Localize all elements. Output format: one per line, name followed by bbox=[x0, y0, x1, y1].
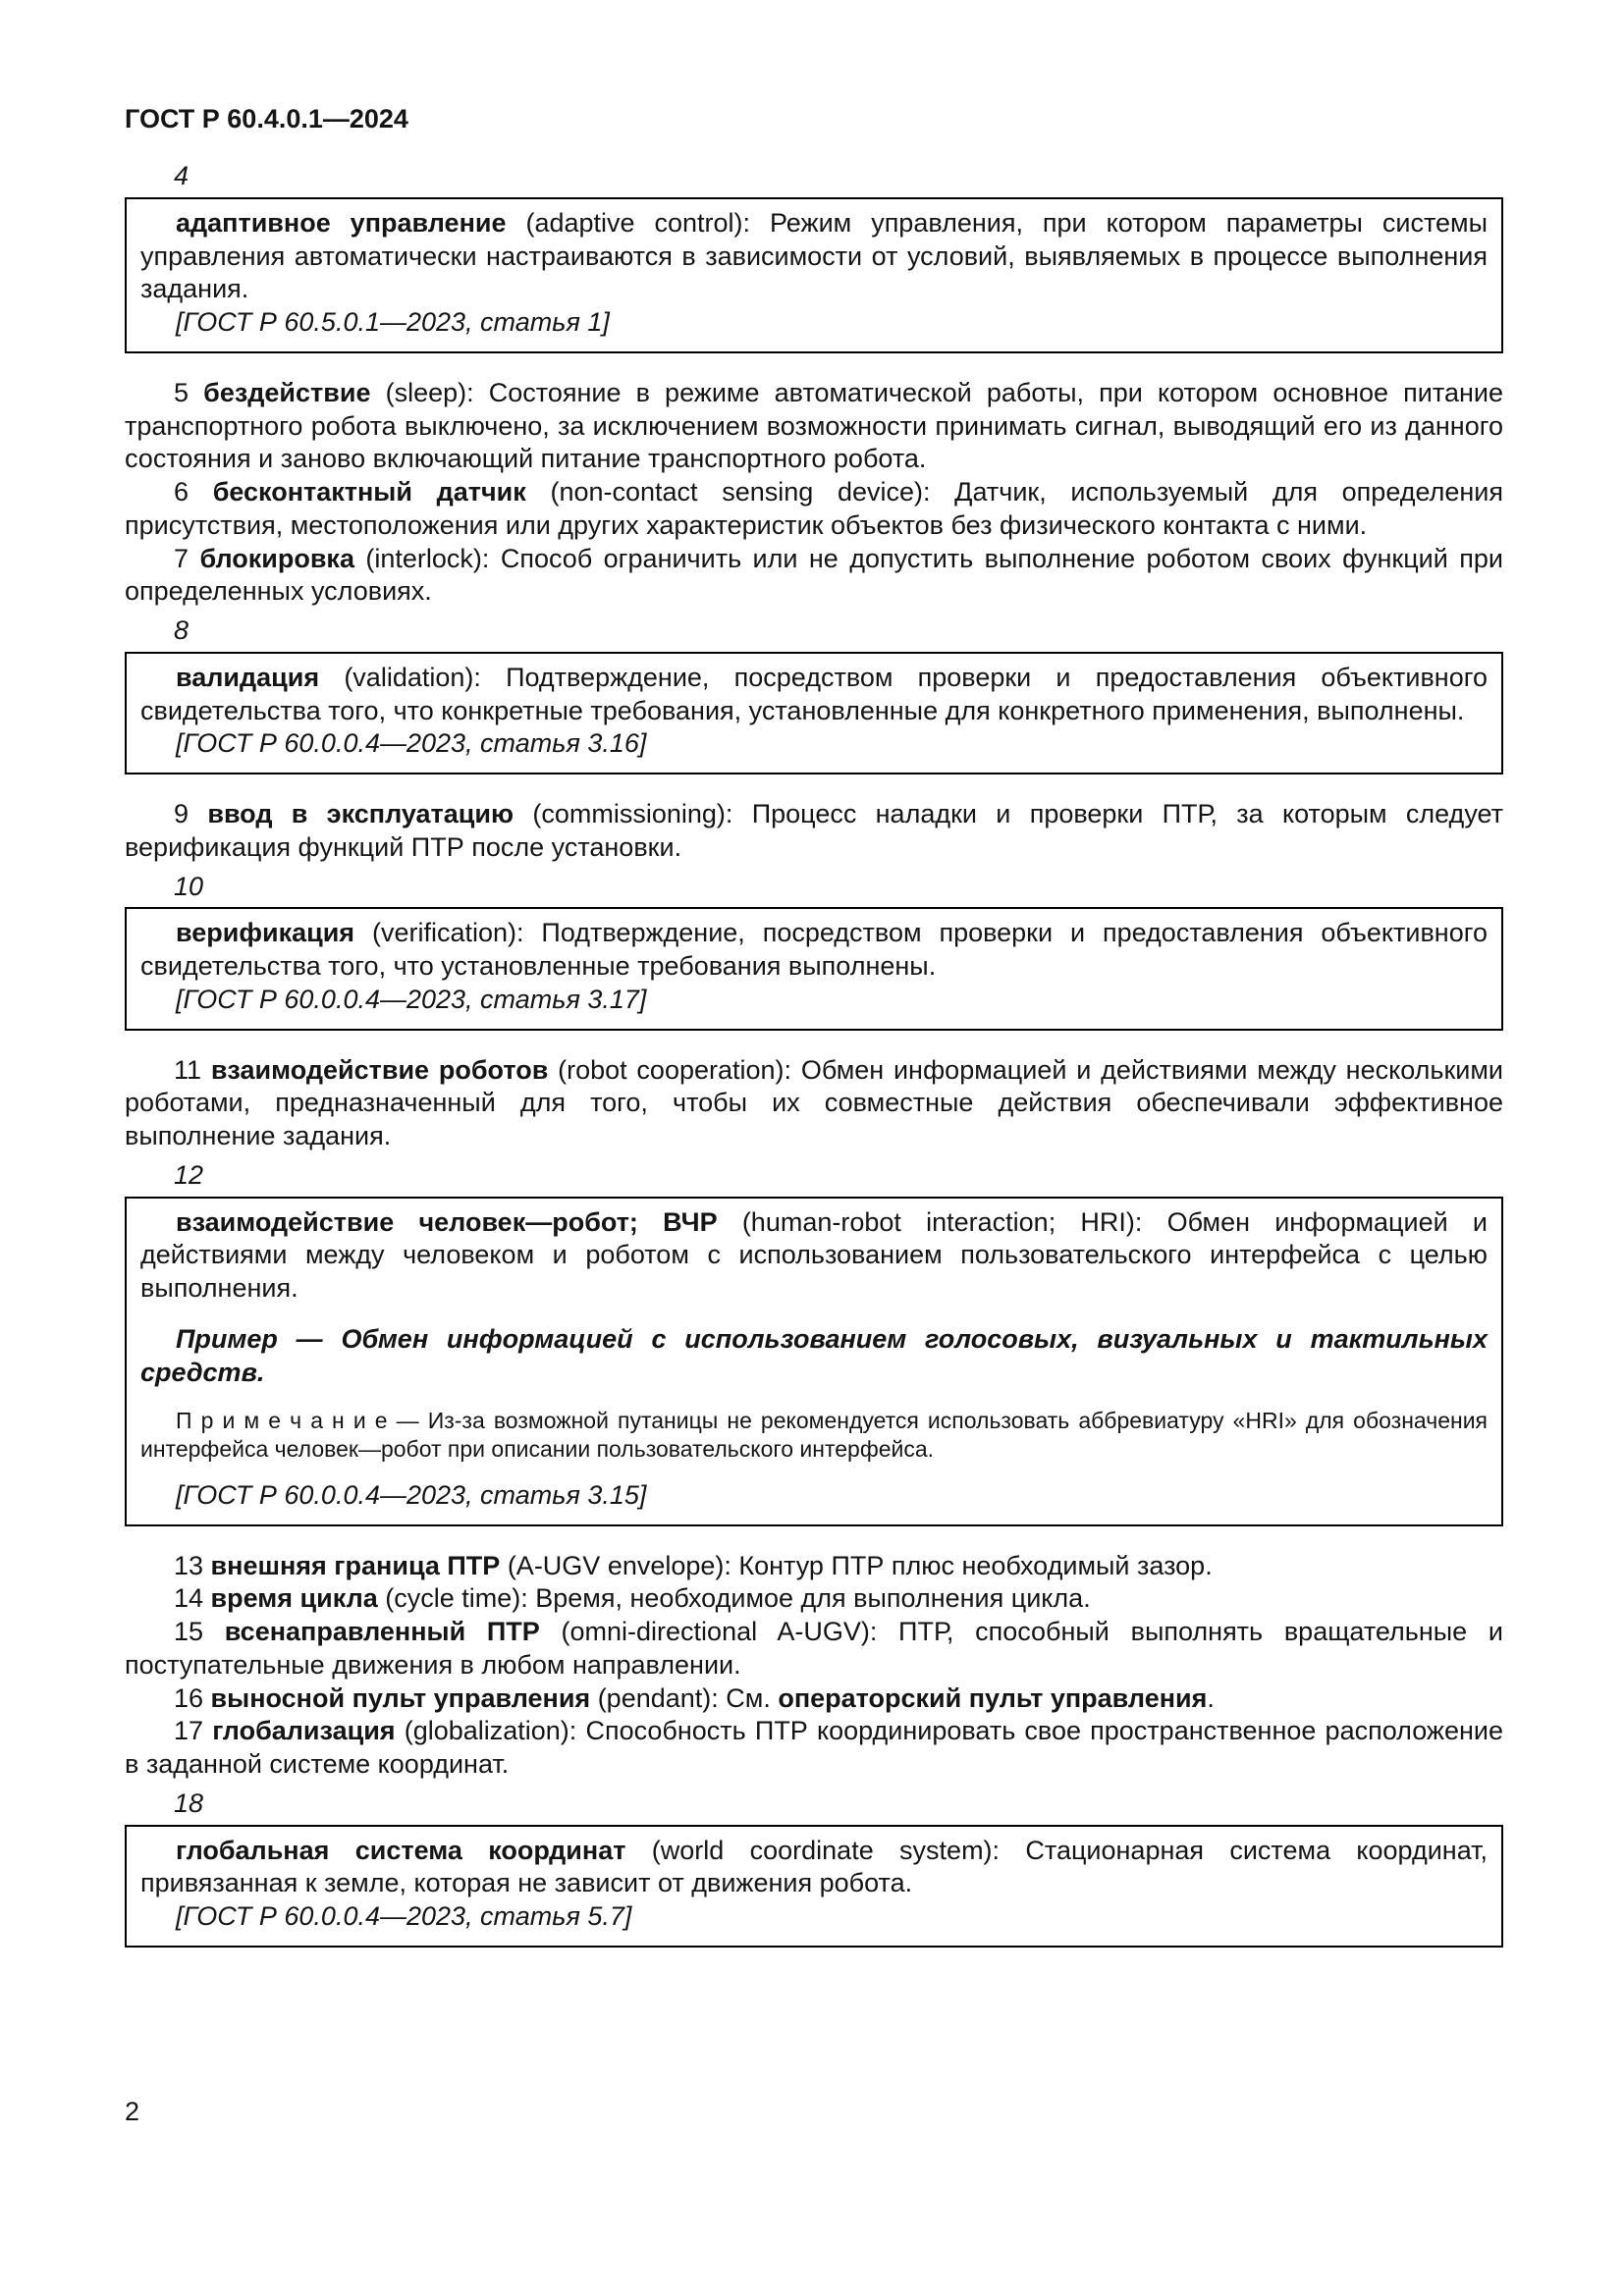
text-segment: (non-contact sensing device): Датчик, используемый для определения присутствия, местоположения или других характеристик объектов без физического контакта с ними. bbox=[125, 477, 1503, 540]
text-segment: 13 bbox=[174, 1550, 211, 1580]
text-segment: (robot cooperation): Обмен информацией и действиями между несколькими роботами, предназначенный для того, чтобы их совместные действия обеспечивали эффективное выполнение задания. bbox=[125, 1054, 1504, 1150]
text-segment: [ГОСТ Р 60.0.0.4—2023, статья 3.16] bbox=[176, 728, 647, 759]
text-segment: . bbox=[1207, 1682, 1215, 1713]
box-def-paragraph bbox=[140, 917, 1488, 984]
text-segment: бездействие bbox=[203, 377, 371, 407]
text-segment: глобализация bbox=[212, 1716, 396, 1746]
text-segment: (interlock): Способ ограничить или не допустить выполнение роботом своих функций при определенных условиях. bbox=[125, 543, 1503, 607]
term-paragraph bbox=[125, 1054, 1503, 1153]
term-number: 4 bbox=[174, 161, 189, 190]
document-body bbox=[125, 160, 1503, 1948]
text-segment: Пример — Обмен информацией с использованием голосовых, визуальных и тактильных средств. bbox=[140, 1323, 1488, 1387]
text-segment: бесконтактный датчик bbox=[212, 477, 526, 507]
text-segment: ввод в эксплуатацию bbox=[207, 799, 514, 828]
text-segment: (verification): Подтверждение, посредством проверки и предоставления объективного свидетельства того, что установленные требования выполнены. bbox=[140, 918, 1488, 981]
text-segment: (human-robot interaction; HRI): Обмен информацией и действиями между человеком и роботом с использованием пользовательского интерфейса с целью выполнения. bbox=[140, 1206, 1488, 1303]
text-segment: (sleep): Состояние в режиме автоматической работы, при котором основное питание транспортного робота выключено, за исключением возможности принимать сигнал, выводящий его из данного состояния и заново включающий питание транспортного робота. bbox=[125, 377, 1503, 474]
text-segment: 17 bbox=[174, 1716, 213, 1746]
text-segment: адаптивное управление bbox=[176, 207, 507, 238]
definition-box bbox=[125, 1825, 1503, 1948]
text-segment: (commissioning): Процесс наладки и проверки ПТР, за которым следует верификация функций ПТР после установки. bbox=[125, 799, 1503, 862]
text-segment: 6 bbox=[174, 477, 213, 507]
definition-box bbox=[125, 197, 1503, 353]
term-paragraph bbox=[125, 476, 1503, 543]
text-segment: (omni-directional A-UGV): ПТР, способный выполнять вращательные и поступательные движения в любом направлении. bbox=[125, 1617, 1503, 1680]
text-segment: глобальная система координат bbox=[176, 1835, 626, 1865]
text-segment: (validation): Подтверждение, посредством проверки и предоставления объективного свидетельства того, что конкретные требования, установленные для конкретного применения, выполнены. bbox=[140, 662, 1488, 725]
text-segment: валидация bbox=[176, 662, 320, 692]
term-paragraph bbox=[125, 1715, 1503, 1782]
box-example-paragraph bbox=[140, 1323, 1488, 1390]
text-segment: (A-UGV envelope): Контур ПТР плюс необходимый зазор. bbox=[500, 1550, 1213, 1580]
text-segment: [ГОСТ Р 60.0.0.4—2023, статья 5.7] bbox=[176, 1901, 632, 1931]
box-def-paragraph bbox=[140, 207, 1488, 306]
text-segment: 7 bbox=[174, 543, 200, 573]
text-segment: 11 bbox=[174, 1054, 211, 1085]
text-segment: верификация bbox=[176, 918, 355, 948]
text-segment: блокировка bbox=[199, 543, 354, 573]
text-segment: [ГОСТ Р 60.0.0.4—2023, статья 3.15] bbox=[176, 1479, 647, 1510]
text-segment: операторский пульт управления bbox=[778, 1682, 1208, 1713]
term-paragraph bbox=[125, 1582, 1503, 1616]
box-source-paragraph bbox=[140, 1900, 1488, 1934]
term-paragraph bbox=[125, 377, 1503, 476]
term-number: 18 bbox=[174, 1788, 204, 1818]
term-paragraph bbox=[125, 1682, 1503, 1716]
text-segment: (world coordinate system): Стационарная система координат, привязанная к земле, которая не зависит от движения робота. bbox=[140, 1835, 1489, 1898]
term-paragraph bbox=[125, 543, 1503, 610]
term-paragraph bbox=[125, 1616, 1503, 1682]
text-segment: выносной пульт управления bbox=[210, 1682, 591, 1713]
text-segment: (globalization): Способность ПТР координировать свое пространственное расположение в заданной системе координат. bbox=[125, 1716, 1503, 1779]
text-segment: всенаправленный ПТР bbox=[224, 1617, 540, 1646]
text-segment: [ГОСТ Р 60.0.0.4—2023, статья 3.17] bbox=[176, 984, 647, 1014]
page-number: 2 bbox=[125, 2097, 140, 2126]
box-note-paragraph bbox=[140, 1407, 1488, 1464]
term-number: 10 bbox=[174, 871, 204, 901]
text-segment: время цикла bbox=[210, 1583, 378, 1614]
box-source-paragraph bbox=[140, 984, 1488, 1017]
text-segment: 16 bbox=[174, 1682, 211, 1713]
term-paragraph bbox=[125, 798, 1503, 865]
text-segment: 9 bbox=[174, 799, 208, 828]
text-segment: (adaptive control): Режим управления, при котором параметры системы управления автоматически настраиваются в зависимости от условий, выявляемых в процессе выполнения задания. bbox=[140, 207, 1489, 304]
document-content bbox=[125, 104, 1503, 1971]
text-segment: (cycle time): Время, необходимое для выполнения цикла. bbox=[377, 1583, 1091, 1614]
box-def-paragraph bbox=[140, 1835, 1488, 1901]
box-def-paragraph bbox=[140, 662, 1488, 728]
box-def-paragraph bbox=[140, 1206, 1488, 1306]
box-source-paragraph bbox=[140, 727, 1488, 761]
text-segment: 14 bbox=[174, 1583, 211, 1614]
definition-box bbox=[125, 652, 1503, 774]
text-segment: внешняя граница ПТР bbox=[210, 1550, 501, 1580]
term-paragraph bbox=[125, 1550, 1503, 1583]
term-number: 12 bbox=[174, 1159, 204, 1190]
term-number: 8 bbox=[174, 615, 189, 645]
text-segment: 15 bbox=[174, 1617, 225, 1646]
text-segment: взаимодействие человек—робот; ВЧР bbox=[176, 1206, 718, 1237]
box-source-paragraph bbox=[140, 306, 1488, 340]
box-source-paragraph bbox=[140, 1479, 1488, 1513]
definition-box bbox=[125, 1197, 1503, 1526]
text-segment: П р и м е ч а н и е — Из-за возможной путаницы не рекомендуется использовать аббревиатуру «HRI» для обозначения интерфейса человек—робот при описании пользовательского интерфейса. bbox=[140, 1408, 1488, 1462]
text-segment: взаимодействие роботов bbox=[210, 1054, 549, 1085]
definition-box bbox=[125, 907, 1503, 1030]
text-segment: [ГОСТ Р 60.5.0.1—2023, статья 1] bbox=[176, 307, 610, 337]
document-header-title: ГОСТ Р 60.4.0.1—2024 bbox=[125, 104, 408, 133]
text-segment: (pendant): См. bbox=[590, 1682, 779, 1713]
text-segment: 5 bbox=[174, 377, 204, 407]
